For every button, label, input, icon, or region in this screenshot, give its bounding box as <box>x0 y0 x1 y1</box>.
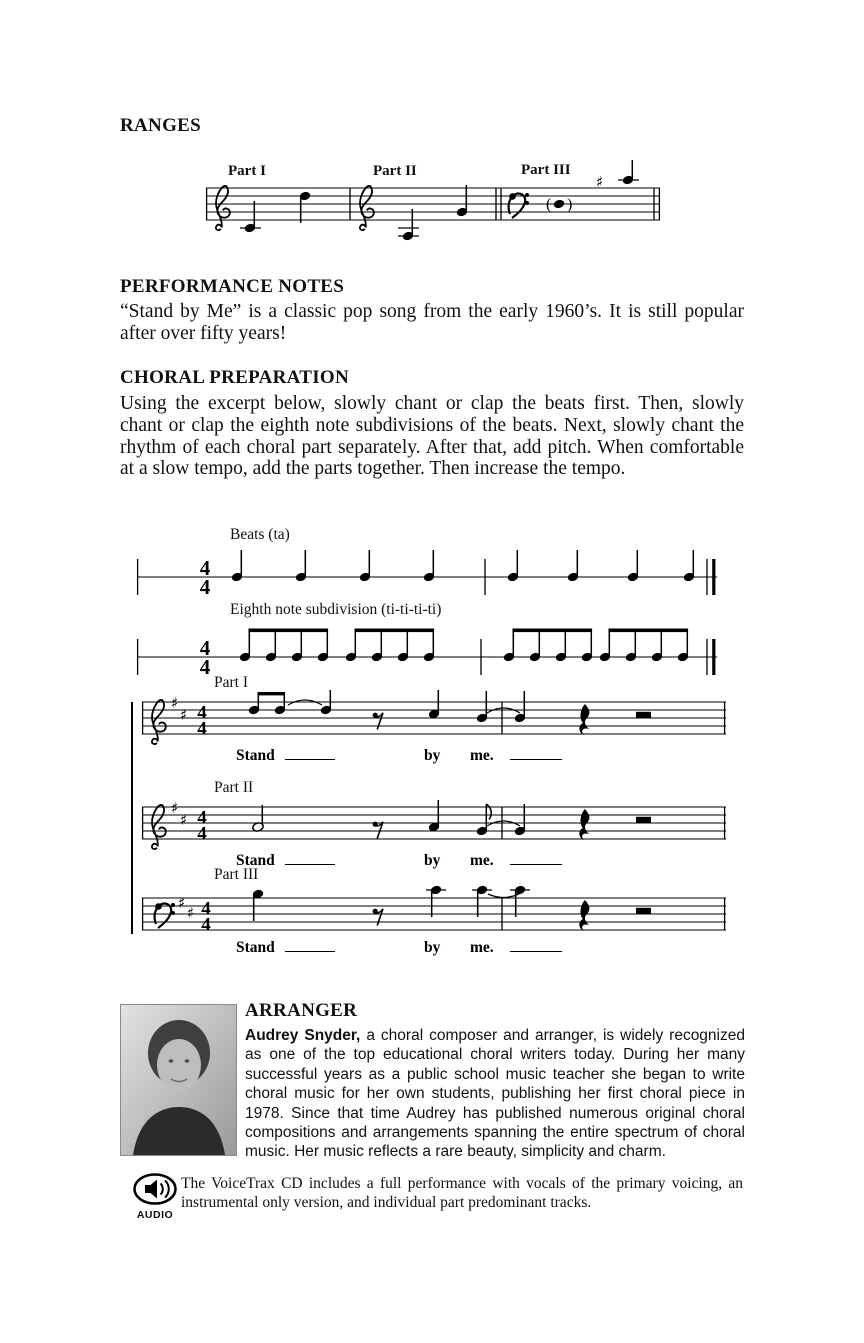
arranger-portrait-image <box>121 1005 236 1155</box>
part1-staff <box>138 690 730 774</box>
ranges-paren-left: ( <box>546 196 552 213</box>
choral-preparation-body: Using the excerpt below, slowly chant or clap the beats first. Then, slowly chant or clap the eighth note subdivisions of the beats. Next, slowly chant the rhythm of each choral part separately. After that, add pitch. When comfortable at a slow tempo, add the parts together. Then increase the tempo. <box>120 393 744 480</box>
arranger-photo <box>120 1004 237 1156</box>
part3-staff <box>138 882 730 966</box>
part1-timesig-bottom: 4 <box>197 718 207 740</box>
ranges-part1-label: Part I <box>228 163 266 179</box>
beats-label: Beats (ta) <box>230 526 290 543</box>
ranges-part2-label: Part II <box>373 163 417 179</box>
part2-keysig-sharp1: ♯ <box>171 799 179 817</box>
audio-badge-label: AUDIO <box>136 1209 174 1221</box>
part1-timesig-top: 4 <box>197 702 207 724</box>
part1-lyric-stand: Stand <box>236 747 275 764</box>
beats-rhythm-line <box>133 543 721 599</box>
part1-keysig-sharp2: ♯ <box>180 706 188 724</box>
part2-timesig-bottom: 4 <box>197 823 207 845</box>
part3-timesig-bottom: 4 <box>201 914 211 936</box>
ranges-part3-label: Part III <box>521 162 571 178</box>
part3-label: Part III <box>214 866 259 883</box>
ranges-staff <box>198 156 668 248</box>
part2-lyric-by: by <box>424 852 441 869</box>
arranger-name: Audrey Snyder, <box>245 1027 361 1044</box>
part3-lyric-stand: Stand <box>236 939 275 956</box>
subdivision-label: Eighth note subdivision (ti-ti-ti-ti) <box>230 601 442 618</box>
beats-timesig-top: 4 <box>199 556 211 580</box>
part2-label: Part II <box>214 779 254 796</box>
performance-notes-heading: PERFORMANCE NOTES <box>120 276 345 297</box>
ranges-heading: RANGES <box>120 115 201 136</box>
subdivision-timesig-bottom: 4 <box>199 655 211 678</box>
audio-note-text: The VoiceTrax CD includes a full performance with vocals of the primary voicing, an instrumental only version, and individual part predominant tracks. <box>181 1175 743 1211</box>
beats-timesig-bottom: 4 <box>199 575 211 599</box>
ranges-paren-right: ) <box>567 196 573 213</box>
part2-timesig-top: 4 <box>197 807 207 829</box>
arranger-heading: ARRANGER <box>245 1000 358 1021</box>
part3-lyric-me: me. <box>470 939 494 956</box>
arranger-bio-text: a choral composer and arranger, is widely recognized as one of the top educational choral writers today. During her many successful years as a public school music teacher she began to write choral music for her own students, publishing her first choral piece in 1978. Since that time Audrey has published numerous original choral compositions and arrangements spanning the entire spectrum of choral music. Her music reflects a rare beauty, simplicity and charm. <box>245 1027 745 1161</box>
part1-lyric-by: by <box>424 747 441 764</box>
system-bracket <box>131 702 133 934</box>
part3-timesig-top: 4 <box>201 898 211 920</box>
arranger-bio <box>245 1026 745 1162</box>
part2-keysig-sharp2: ♯ <box>180 811 188 829</box>
part3-lyric-by: by <box>424 939 441 956</box>
part3-keysig-sharp1: ♯ <box>178 894 186 912</box>
audio-speaker-icon <box>132 1172 178 1206</box>
part1-keysig-sharp1: ♯ <box>171 694 179 712</box>
part3-keysig-sharp2: ♯ <box>187 904 195 922</box>
performance-notes-body: “Stand by Me” is a classic pop song from the early 1960’s. It is still popular after over fifty years! <box>120 301 744 344</box>
choral-preparation-heading: CHORAL PREPARATION <box>120 367 350 388</box>
part2-lyric-me: me. <box>470 852 494 869</box>
ranges-sharp-accidental: ♯ <box>596 173 604 191</box>
part1-label: Part I <box>214 674 249 691</box>
subdivision-timesig-top: 4 <box>199 636 211 660</box>
part1-lyric-me: me. <box>470 747 494 764</box>
subdivision-rhythm-line <box>133 618 721 678</box>
part2-lyric-stand: Stand <box>236 852 275 869</box>
